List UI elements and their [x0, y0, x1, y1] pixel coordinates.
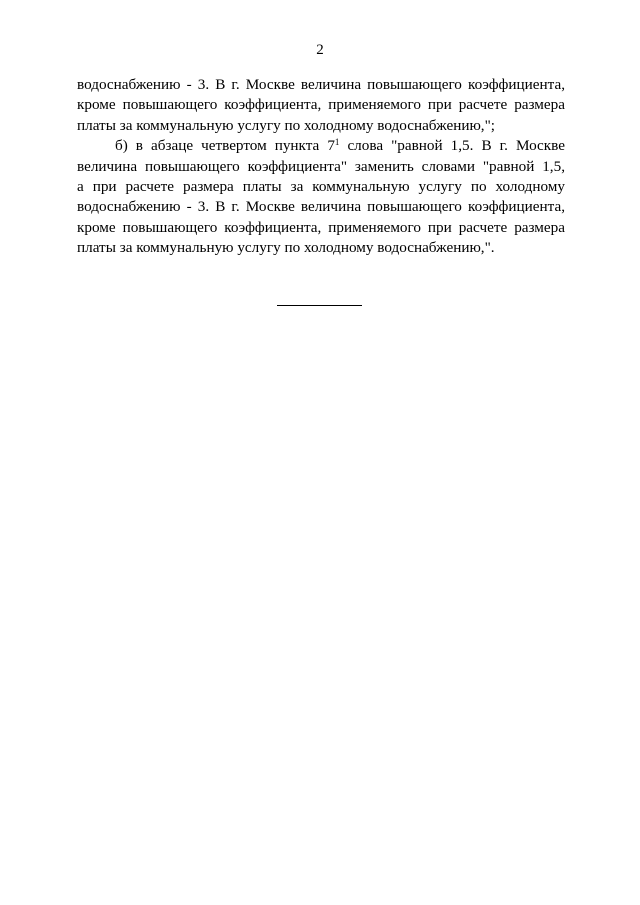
text-line: платы за коммунальную услугу по холодному водоснабжению,";: [77, 116, 496, 134]
text-line: платы за коммунальную услугу по холодному водоснабжению,".: [77, 239, 495, 257]
document-body: [77, 75, 565, 259]
text-segment: слова "равной 1,5. В г. Москве: [339, 137, 565, 155]
text-line: водоснабжению - 3. В г. Москве величина повышающего коэффициента,: [77, 76, 565, 93]
text-line-first: [77, 136, 565, 156]
page-number: 2: [316, 42, 324, 58]
end-separator-line: [277, 305, 362, 306]
text-line: а при расчете размера платы за коммунальную услугу по холодному: [77, 178, 565, 196]
text-segment: б) в абзаце четвертом пункта 7: [115, 137, 335, 155]
text-line: водоснабжению - 3. В г. Москве величина повышающего коэффициента,: [77, 198, 565, 216]
paragraph-item-b: [77, 136, 565, 258]
paragraph-continuation: [77, 75, 565, 136]
text-line: кроме повышающего коэффициента, применяемого при расчете размера: [77, 96, 565, 114]
text-line: величина повышающего коэффициента" заменить словами "равной 1,5,: [77, 157, 565, 175]
text-line: кроме повышающего коэффициента, применяемого при расчете размера: [77, 218, 565, 236]
superscript: 1: [334, 137, 340, 148]
